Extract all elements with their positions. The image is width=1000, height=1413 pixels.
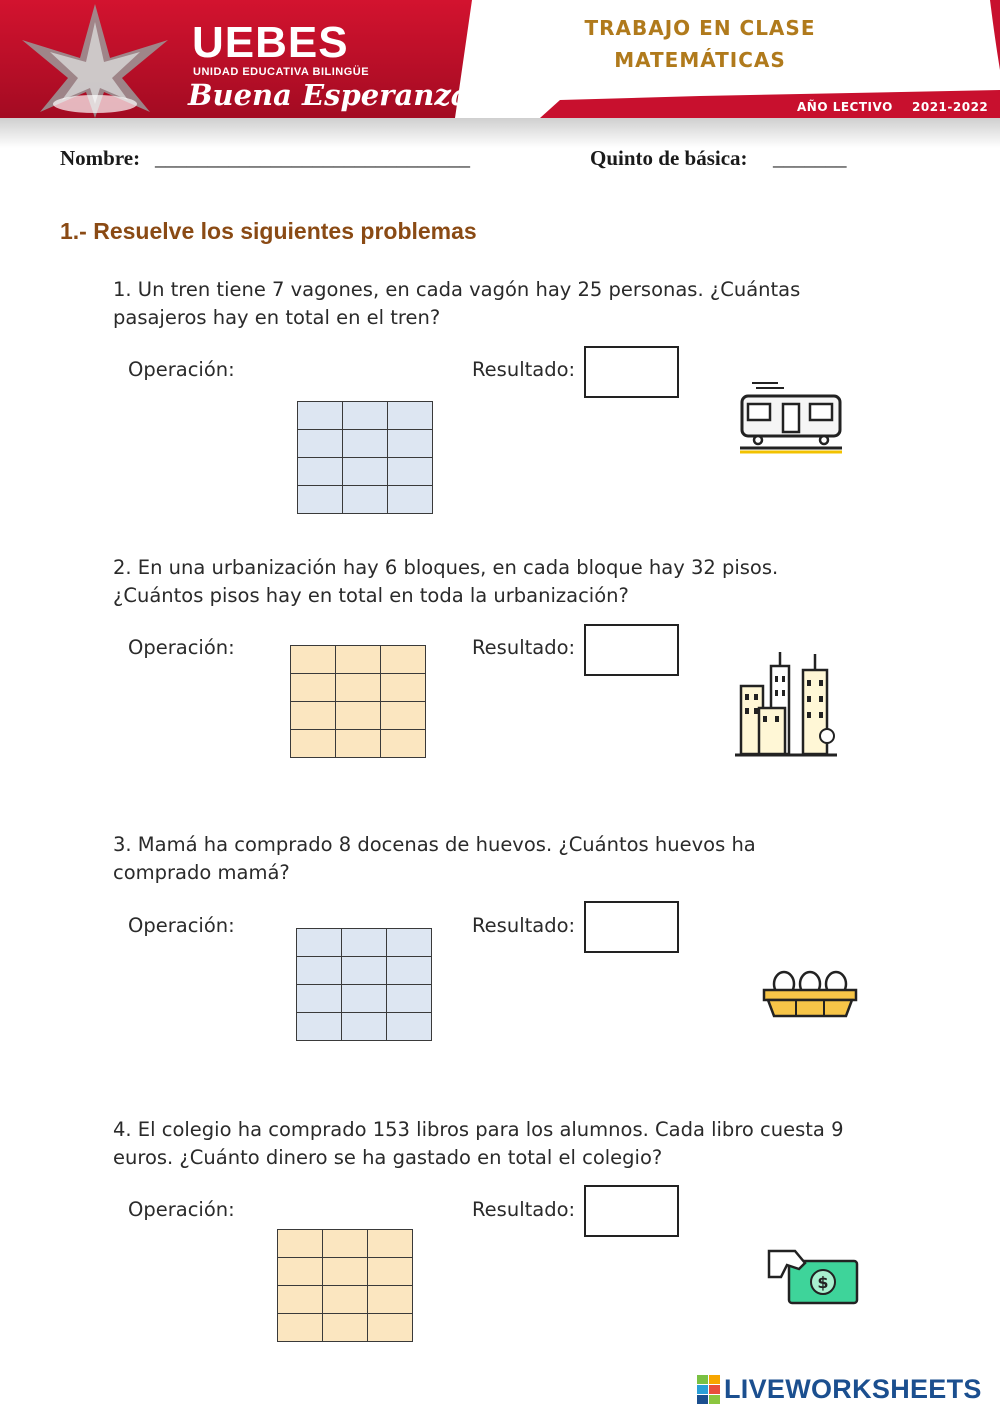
- problem-2-line-1: 2. En una urbanización hay 6 bloques, en cada bloque hay 32 pisos.: [113, 556, 779, 579]
- problem-1-text: [113, 276, 873, 332]
- grid-cell[interactable]: [343, 458, 388, 486]
- grid-cell[interactable]: [336, 674, 381, 702]
- grid-cell[interactable]: [291, 646, 336, 674]
- problem-1-operation-label: Operación:: [128, 358, 235, 381]
- problem-4-operation-label: Operación:: [128, 1198, 235, 1221]
- grid-cell[interactable]: [291, 702, 336, 730]
- grid-cell[interactable]: [368, 1230, 413, 1258]
- grid-cell[interactable]: [342, 929, 387, 957]
- grid-cell[interactable]: [278, 1314, 323, 1342]
- grade-label: Quinto de básica:: [590, 146, 748, 170]
- grid-cell[interactable]: [343, 486, 388, 514]
- problem-3-operation-grid[interactable]: [296, 928, 432, 1041]
- grid-cell[interactable]: [298, 486, 343, 514]
- money-hand-icon: [765, 1245, 861, 1309]
- problem-4-result-input[interactable]: [584, 1185, 679, 1237]
- grid-cell[interactable]: [368, 1286, 413, 1314]
- grid-cell[interactable]: [323, 1258, 368, 1286]
- problem-2-result-label: Resultado:: [472, 636, 576, 659]
- grid-cell[interactable]: [323, 1286, 368, 1314]
- grid-cell[interactable]: [388, 430, 433, 458]
- grid-cell[interactable]: [381, 730, 426, 758]
- grid-cell[interactable]: [388, 458, 433, 486]
- grid-cell[interactable]: [343, 430, 388, 458]
- grid-cell[interactable]: [278, 1258, 323, 1286]
- grid-cell[interactable]: [298, 430, 343, 458]
- grid-cell[interactable]: [388, 486, 433, 514]
- grid-cell[interactable]: [336, 702, 381, 730]
- problem-1-result-label: Resultado:: [472, 358, 576, 381]
- problem-4-operation-grid[interactable]: [277, 1229, 413, 1342]
- worksheet-title: TRABAJO EN CLASE: [584, 16, 816, 40]
- grid-cell[interactable]: [387, 1013, 432, 1041]
- name-field-line[interactable]: ______________________________: [155, 146, 470, 170]
- problem-1-result-input[interactable]: [584, 346, 679, 398]
- problem-3-operation-label: Operación:: [128, 914, 235, 937]
- problem-1-line-2: pasajeros hay en total en el tren?: [113, 306, 441, 329]
- problem-3-result-input[interactable]: [584, 901, 679, 953]
- grid-cell[interactable]: [381, 646, 426, 674]
- grid-cell[interactable]: [387, 929, 432, 957]
- grid-cell[interactable]: [291, 674, 336, 702]
- problem-4-line-1: 4. El colegio ha comprado 153 libros para los alumnos. Cada libro cuesta 9: [113, 1118, 844, 1141]
- problem-3-text: [113, 831, 873, 887]
- egg-carton-icon: [760, 968, 860, 1020]
- problem-2-text: [113, 554, 873, 610]
- grid-cell[interactable]: [297, 957, 342, 985]
- problem-1-line-1: 1. Un tren tiene 7 vagones, en cada vagón hay 25 personas. ¿Cuántas: [113, 278, 801, 301]
- grid-cell[interactable]: [297, 1013, 342, 1041]
- grid-cell[interactable]: [278, 1230, 323, 1258]
- problem-1-operation-grid[interactable]: [297, 401, 433, 514]
- school-brand-subtitle: UNIDAD EDUCATIVA BILINGÜE: [193, 66, 370, 78]
- grid-cell[interactable]: [336, 646, 381, 674]
- footer-brand: LIVEWORKSHEETS: [724, 1374, 982, 1404]
- liveworksheets-logo-icon: [697, 1375, 721, 1405]
- problem-2-result-input[interactable]: [584, 624, 679, 676]
- grid-cell[interactable]: [368, 1258, 413, 1286]
- grid-cell[interactable]: [323, 1314, 368, 1342]
- grid-cell[interactable]: [291, 730, 336, 758]
- school-brand-name: UEBES: [192, 18, 349, 67]
- name-label: Nombre:: [60, 146, 141, 170]
- problem-3-line-1: 3. Mamá ha comprado 8 docenas de huevos. ¿Cuántos huevos ha: [113, 833, 756, 856]
- school-year-label: AÑO LECTIVO: [797, 100, 893, 114]
- problem-2-operation-label: Operación:: [128, 636, 235, 659]
- grid-cell[interactable]: [368, 1314, 413, 1342]
- grid-cell[interactable]: [323, 1230, 368, 1258]
- school-year-value: 2021-2022: [912, 100, 989, 114]
- school-brand-script: Buena Esperanza: [188, 78, 470, 112]
- section-title: 1.- Resuelve los siguientes problemas: [60, 218, 477, 244]
- grid-cell[interactable]: [387, 985, 432, 1013]
- problem-3-line-2: comprado mamá?: [113, 861, 290, 884]
- grid-cell[interactable]: [298, 402, 343, 430]
- grid-cell[interactable]: [297, 929, 342, 957]
- grid-cell[interactable]: [298, 458, 343, 486]
- grid-cell[interactable]: [342, 985, 387, 1013]
- grid-cell[interactable]: [336, 730, 381, 758]
- grid-cell[interactable]: [343, 402, 388, 430]
- grid-cell[interactable]: [297, 985, 342, 1013]
- svg-text:$: $: [817, 1273, 829, 1292]
- grid-cell[interactable]: [381, 674, 426, 702]
- problem-3-result-label: Resultado:: [472, 914, 576, 937]
- problem-2-line-2: ¿Cuántos pisos hay en total en toda la urbanización?: [113, 584, 629, 607]
- train-icon: [738, 378, 844, 454]
- problem-2-operation-grid[interactable]: [290, 645, 426, 758]
- grid-cell[interactable]: [387, 957, 432, 985]
- grid-cell[interactable]: [381, 702, 426, 730]
- grid-cell[interactable]: [278, 1286, 323, 1314]
- grid-cell[interactable]: [342, 1013, 387, 1041]
- city-buildings-icon: [735, 650, 837, 760]
- grid-cell[interactable]: [388, 402, 433, 430]
- problem-4-line-2: euros. ¿Cuánto dinero se ha gastado en total el colegio?: [113, 1146, 663, 1169]
- problem-4-result-label: Resultado:: [472, 1198, 576, 1221]
- grade-field-line[interactable]: _______: [773, 146, 847, 170]
- grid-cell[interactable]: [342, 957, 387, 985]
- worksheet-subject: MATEMÁTICAS: [614, 48, 786, 72]
- problem-4-text: [113, 1116, 873, 1172]
